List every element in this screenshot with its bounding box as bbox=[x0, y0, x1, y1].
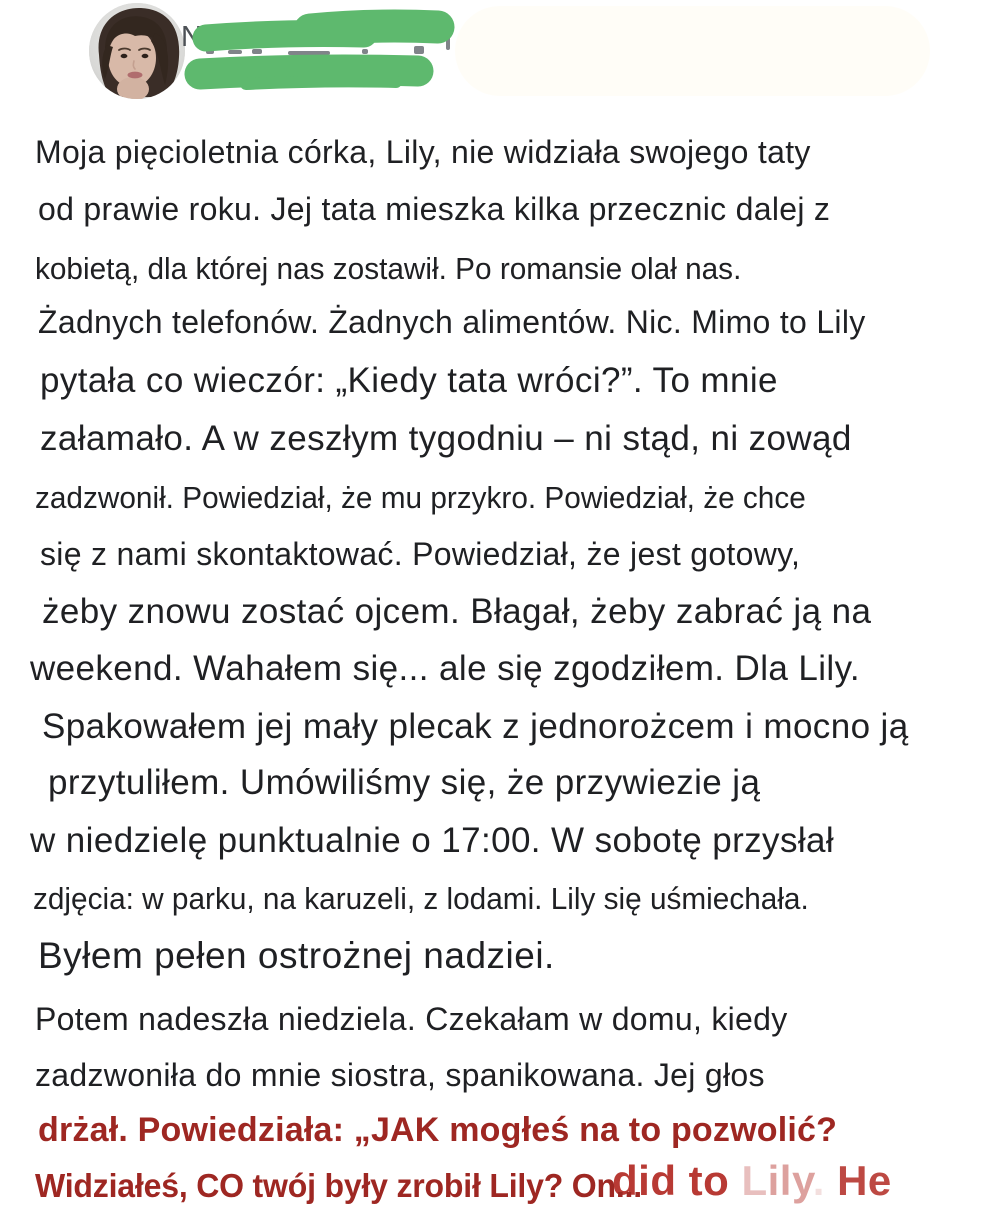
original-english-text bbox=[612, 1157, 892, 1205]
post-text-line: drżał. Powiedziała: „JAK mogłeś na to pozwolić? bbox=[38, 1111, 838, 1149]
timestamp-redaction-marker bbox=[186, 50, 434, 96]
post-text-line: przytuliłem. Umówiliśmy się, że przywiezie ją bbox=[48, 763, 761, 802]
post-text-line: się z nami skontaktować. Powiedział, że jest gotowy, bbox=[40, 536, 801, 572]
post-text-line: zdjęcia: w parku, na karuzeli, z lodami. Lily się uśmiechała. bbox=[33, 881, 809, 916]
post-text-line: w niedzielę punktualnie o 17:00. W sobotę przysłał bbox=[30, 821, 835, 860]
post-text-line: od prawie roku. Jej tata mieszka kilka przecznic dalej z bbox=[38, 191, 831, 227]
post-text-line: Potem nadeszła niedziela. Czekałam w domu, kiedy bbox=[35, 1001, 788, 1037]
post-text-line: zadzwoniła do mnie siostra, spanikowana. Jej głos bbox=[35, 1057, 765, 1093]
post-text-line: weekend. Wahałem się... ale się zgodziłem. Dla Lily. bbox=[30, 649, 861, 688]
english-text-fragment: He bbox=[837, 1157, 892, 1204]
post-text-line: żeby znowu zostać ojcem. Błagał, żeby zabrać ją na bbox=[42, 592, 872, 631]
english-text-fragment: L bbox=[741, 1157, 768, 1204]
post-text-line: Byłem pełen ostrożnej nadziei. bbox=[38, 935, 555, 976]
post-text-line: Żadnych telefonów. Żadnych alimentów. Nic. Mimo to Lily bbox=[38, 304, 866, 340]
post-text-line: zadzwonił. Powiedział, że mu przykro. Powiedział, że chce bbox=[35, 480, 806, 515]
english-text-fragment: . bbox=[812, 1157, 838, 1204]
author-name-fragment: N bbox=[181, 21, 202, 53]
post-text-line: Widziałeś, CO twój były zrobił Lily? On... bbox=[35, 1167, 642, 1204]
post-text-line: Spakowałem jej mały plecak z jednorożcem i mocno ją bbox=[42, 707, 909, 746]
post-text-line: kobietą, dla której nas zostawił. Po romansie olał nas. bbox=[35, 251, 742, 286]
post-text-line: załamało. A w zeszłym tygodniu – ni stąd, ni zowąd bbox=[40, 419, 852, 458]
english-text-fragment: did to bbox=[612, 1157, 742, 1204]
post-text-line: Moja pięcioletnia córka, Lily, nie widziała swojego taty bbox=[35, 134, 811, 170]
post-text-line: pytała co wieczór: „Kiedy tata wróci?”. To mnie bbox=[40, 361, 778, 400]
english-text-fragment: ily bbox=[767, 1157, 813, 1204]
